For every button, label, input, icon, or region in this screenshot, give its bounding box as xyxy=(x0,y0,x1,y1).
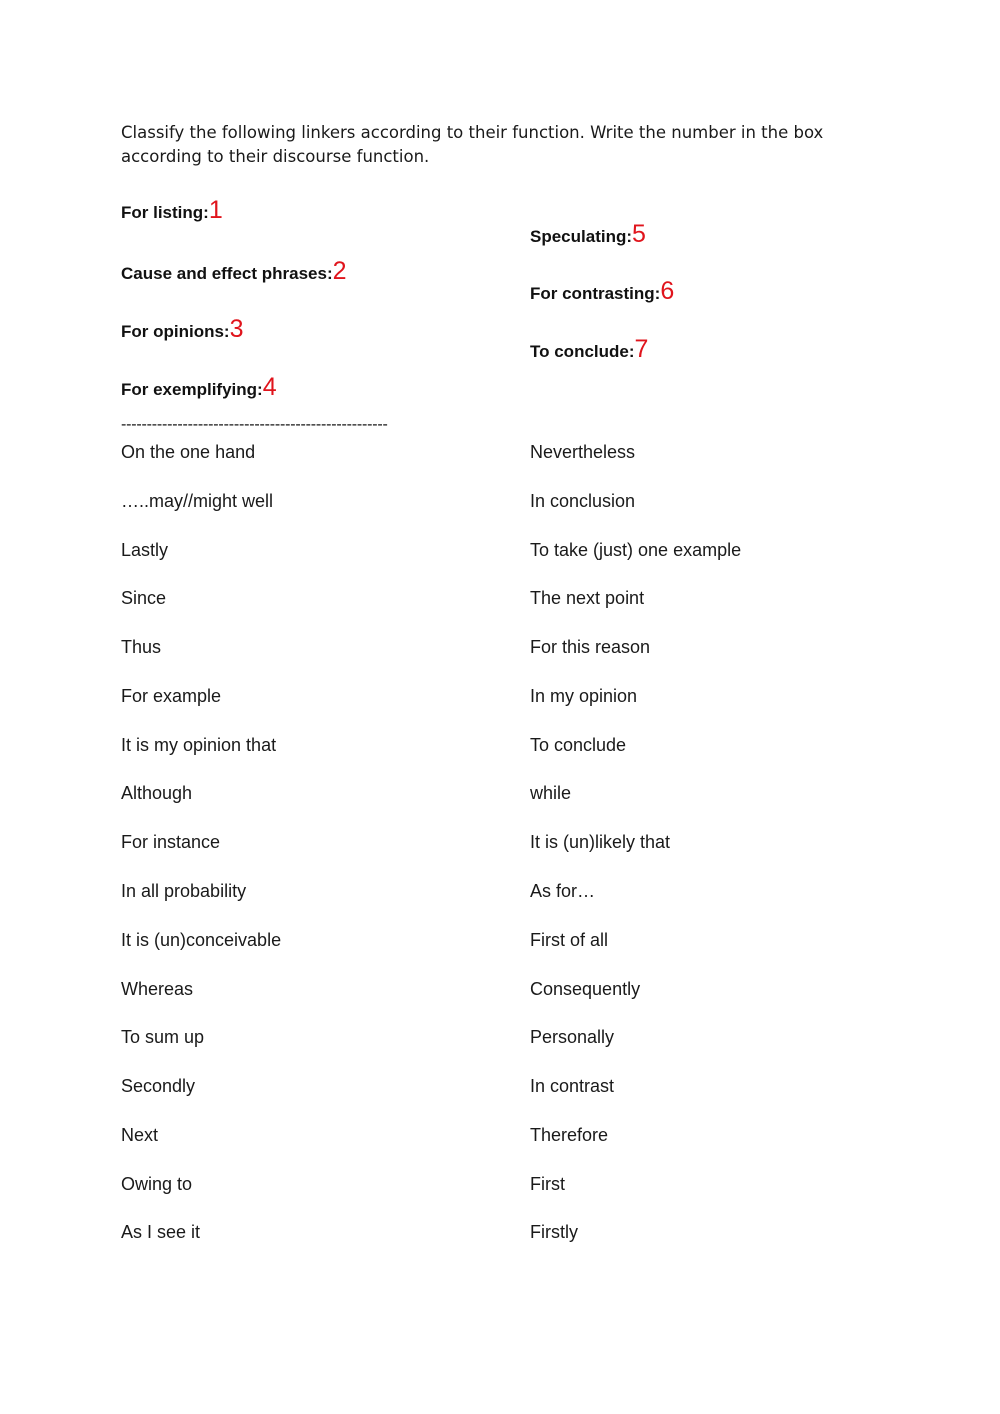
linker-item: It is (un)conceivable xyxy=(121,930,282,950)
linker-item: Whereas xyxy=(121,979,194,999)
linker-item: Next xyxy=(121,1125,159,1145)
linker-item: Nevertheless xyxy=(530,442,636,462)
category-label: Speculating: xyxy=(530,227,633,246)
linker-item: First of all xyxy=(530,930,609,950)
category-number: 4 xyxy=(262,373,277,401)
linker-item: For example xyxy=(121,686,222,706)
category-number: 6 xyxy=(660,277,675,305)
linker-item: It is my opinion that xyxy=(121,735,277,755)
linker-item: To take (just) one example xyxy=(530,540,742,560)
category-number: 7 xyxy=(634,335,649,363)
category-opinions xyxy=(121,315,244,344)
linker-item: while xyxy=(530,783,572,803)
linker-item: Therefore xyxy=(530,1125,609,1145)
linker-item: To sum up xyxy=(121,1027,205,1047)
linker-item: To conclude xyxy=(530,735,627,755)
linker-item: Secondly xyxy=(121,1076,196,1096)
linker-item: In my opinion xyxy=(530,686,638,706)
linker-item: In all probability xyxy=(121,881,247,901)
category-speculating xyxy=(530,220,646,249)
linker-item: In conclusion xyxy=(530,491,636,511)
category-label: For contrasting: xyxy=(530,284,661,303)
linker-item: For instance xyxy=(121,832,221,852)
category-number: 1 xyxy=(208,196,223,224)
linker-item: For this reason xyxy=(530,637,651,657)
category-contrasting xyxy=(530,277,674,306)
category-number: 5 xyxy=(632,220,646,248)
linker-item: Thus xyxy=(121,637,162,657)
category-cause-effect xyxy=(121,257,347,286)
category-label: To conclude: xyxy=(530,342,635,361)
linker-item: First xyxy=(530,1174,565,1194)
linker-item: …..may//might well xyxy=(121,491,274,511)
linker-item: As for… xyxy=(530,881,596,901)
linker-item: In contrast xyxy=(530,1076,615,1096)
linker-item: Lastly xyxy=(121,540,169,560)
linker-item: As I see it xyxy=(121,1222,201,1242)
linker-item: Although xyxy=(121,783,193,803)
linker-item: Since xyxy=(121,588,167,608)
linker-item: Firstly xyxy=(530,1222,578,1242)
linker-item: The next point xyxy=(530,588,645,608)
category-label: For exemplifying: xyxy=(121,380,263,399)
category-label: Cause and effect phrases: xyxy=(121,264,333,283)
category-exemplifying xyxy=(121,373,277,402)
category-conclude xyxy=(530,335,648,364)
divider-line: ---------------------------------------------------- xyxy=(121,416,388,433)
category-label: For opinions: xyxy=(121,322,230,341)
linker-item: Personally xyxy=(530,1027,615,1047)
category-listing xyxy=(121,196,223,225)
linker-item: On the one hand xyxy=(121,442,256,462)
linker-item: It is (un)likely that xyxy=(530,832,671,852)
category-number: 3 xyxy=(229,315,244,343)
linker-item: Owing to xyxy=(121,1174,193,1194)
linker-item: Consequently xyxy=(530,979,641,999)
category-label: For listing: xyxy=(121,203,209,222)
instructions: Classify the following linkers according to their function. Write the number in the box according to their discourse function. xyxy=(121,123,824,166)
category-number: 2 xyxy=(332,257,347,285)
